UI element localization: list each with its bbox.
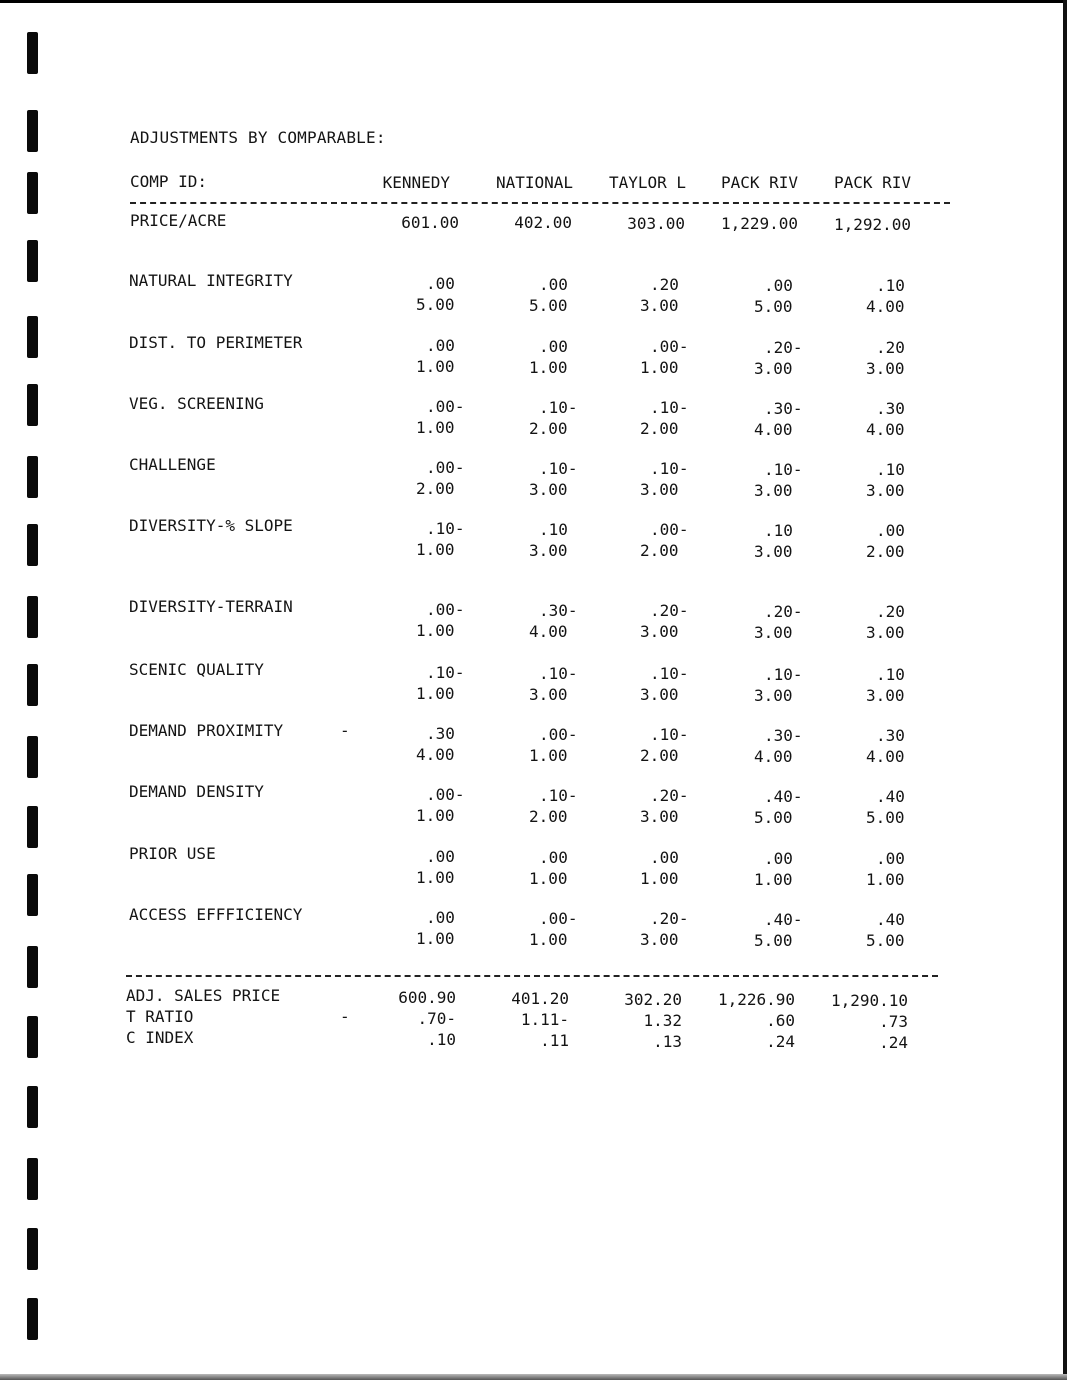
comp-id-label: COMP ID: [130, 172, 208, 191]
price-kennedy: 601.00 [401, 213, 459, 232]
score-value: 4.00 [754, 419, 793, 439]
cell-kennedy [416, 518, 496, 560]
row-label: PRIOR USE [129, 844, 216, 863]
row-label: DIVERSITY-% SLOPE [129, 516, 293, 535]
adjustment-value: .30- [539, 600, 578, 620]
cell-packriv-1 [754, 909, 834, 951]
cell-national [529, 663, 609, 705]
cell-packriv-2 [866, 459, 946, 501]
score-value: 2.00 [640, 419, 679, 439]
score-value: 2.00 [640, 746, 679, 766]
row-label: DIVERSITY-TERRAIN [129, 597, 293, 616]
score-value: 1.00 [529, 929, 568, 949]
score-value: 3.00 [640, 685, 679, 705]
score-value: 5.00 [866, 931, 905, 951]
score-value: 3.00 [640, 480, 679, 500]
cell-packriv-2 [866, 601, 946, 643]
score-value: 5.00 [529, 295, 568, 315]
cell-packriv-1 [754, 398, 834, 440]
score-value: 2.00 [866, 542, 905, 562]
cell-kennedy [416, 599, 496, 641]
totals-value: 302.20 [624, 989, 682, 1009]
score-value: 4.00 [416, 745, 455, 764]
adjustment-value: .10- [539, 663, 578, 683]
adjustment-value: .00 [539, 274, 568, 294]
totals-value: .73 [879, 1012, 908, 1032]
adjustment-value: .10- [539, 458, 578, 478]
score-value: 4.00 [866, 297, 905, 317]
col-head-packriv-2: PACK RIV [833, 173, 911, 192]
cell-packriv-1 [754, 459, 834, 501]
adjustment-value: .00- [539, 724, 578, 744]
adjustment-value: .20 [876, 338, 905, 358]
adjustment-value: .10- [650, 459, 689, 479]
cell-packriv-1 [754, 786, 834, 828]
adjustment-value: .10- [764, 664, 803, 684]
cell-packriv-2 [866, 664, 946, 706]
adjustment-value: .00- [426, 600, 465, 619]
cell-packriv-2 [866, 275, 946, 317]
score-value: 2.00 [529, 806, 568, 826]
cell-kennedy [416, 457, 496, 499]
adjustment-value: .10 [876, 665, 905, 685]
adjustment-value: .10- [650, 664, 689, 684]
score-value: 3.00 [640, 296, 679, 316]
adjustment-value: .10- [539, 785, 578, 805]
adjustment-value: .00 [764, 848, 793, 868]
row-label: CHALLENGE [129, 455, 216, 474]
adjustment-value: .00- [650, 337, 689, 357]
totals-minus-marker: - [340, 1007, 350, 1026]
totals-value: .60 [766, 1011, 795, 1031]
adjustment-value: .20- [650, 601, 689, 621]
adjustment-value: .10- [650, 725, 689, 745]
score-value: 1.00 [529, 357, 568, 377]
adjustment-value: .10 [764, 520, 793, 540]
price-packriv-2: 1,292.00 [833, 215, 911, 234]
score-value: 4.00 [866, 420, 905, 440]
cell-packriv-1 [754, 337, 834, 379]
totals-value: 1.11- [520, 1009, 569, 1029]
row-label: NATURAL INTEGRITY [129, 271, 293, 290]
cell-packriv-2 [866, 909, 946, 951]
score-value: 3.00 [866, 686, 905, 706]
score-value: 1.00 [416, 357, 455, 376]
cell-taylor [640, 600, 720, 642]
adjustment-value: .00- [426, 785, 465, 804]
adjustment-value: .00 [426, 274, 455, 293]
adjustment-value: .10 [539, 519, 568, 539]
score-value: 3.00 [754, 622, 793, 642]
cell-national [529, 724, 609, 766]
totals-value: 600.90 [398, 988, 456, 1007]
adjustment-value: .00 [764, 275, 793, 295]
score-value: 3.00 [754, 358, 793, 378]
score-value: 1.00 [416, 540, 455, 559]
adjustment-value: .00- [426, 458, 465, 477]
adjustment-value: .40 [876, 787, 905, 807]
row-label: SCENIC QUALITY [129, 660, 264, 679]
adjustment-value: .00 [426, 908, 455, 927]
adjustment-value: .20- [764, 601, 803, 621]
adjustment-value: .20 [650, 275, 679, 295]
score-value: 2.00 [640, 541, 679, 561]
adjustment-value: .10- [539, 397, 578, 417]
score-value: 4.00 [754, 746, 793, 766]
adjustment-value: .00 [650, 848, 679, 868]
score-value: 1.00 [416, 929, 455, 948]
cell-national [529, 336, 609, 378]
adjustment-value: .10 [876, 460, 905, 480]
totals-label: ADJ. SALES PRICE [126, 986, 281, 1005]
row-label: DEMAND DENSITY [129, 782, 264, 801]
col-head-national: NATIONAL [495, 173, 573, 192]
score-value: 5.00 [754, 930, 793, 950]
cell-national [529, 908, 609, 950]
score-value: 1.00 [416, 868, 455, 887]
totals-value: 1.32 [643, 1010, 682, 1030]
adjustment-value: .00- [650, 520, 689, 540]
cell-packriv-1 [754, 664, 834, 706]
cell-taylor [640, 397, 720, 439]
score-value: 1.00 [416, 418, 455, 437]
adjustment-value: .40- [764, 786, 803, 806]
totals-value: .24 [766, 1032, 795, 1052]
score-value: 1.00 [640, 869, 679, 889]
cell-taylor [640, 908, 720, 950]
score-value: 1.00 [529, 745, 568, 765]
col-head-kennedy: KENNEDY [382, 173, 450, 192]
page-title: ADJUSTMENTS BY COMPARABLE: [130, 128, 386, 147]
adjustment-value: .30- [764, 398, 803, 418]
score-value: 4.00 [866, 747, 905, 767]
cell-packriv-1 [754, 725, 834, 767]
cell-taylor [640, 336, 720, 378]
adjustment-value: .30 [426, 724, 455, 743]
score-value: 1.00 [754, 869, 793, 889]
price-row-label: PRICE/ACRE [130, 211, 227, 230]
cell-taylor [640, 847, 720, 889]
totals-label: C INDEX [126, 1028, 194, 1047]
totals-value: .10 [427, 1030, 456, 1049]
cell-packriv-1 [754, 848, 834, 890]
cell-kennedy [416, 273, 496, 315]
score-value: 1.00 [529, 868, 568, 888]
cell-kennedy [416, 662, 496, 704]
totals-value: 401.20 [511, 988, 569, 1008]
price-taylor: 303.00 [627, 214, 685, 233]
score-value: 3.00 [754, 480, 793, 500]
cell-national [529, 397, 609, 439]
adjustment-value: .00- [539, 908, 578, 928]
score-value: 1.00 [416, 684, 455, 703]
adjustment-value: .00 [426, 336, 455, 355]
cell-packriv-2 [866, 786, 946, 828]
totals-value: 1,226.90 [717, 990, 795, 1010]
adjustment-value: .20- [650, 786, 689, 806]
cell-packriv-2 [866, 398, 946, 440]
adjustment-value: .00 [539, 336, 568, 356]
score-value: 5.00 [754, 296, 793, 316]
totals-value: .70- [417, 1009, 456, 1028]
cell-packriv-1 [754, 275, 834, 317]
score-value: 5.00 [754, 807, 793, 827]
score-value: 3.00 [640, 930, 679, 950]
cell-taylor [640, 458, 720, 500]
score-value: 3.00 [754, 685, 793, 705]
adjustment-value: .10- [426, 663, 465, 682]
cell-national [529, 519, 609, 561]
row-label: DIST. TO PERIMETER [129, 333, 303, 352]
adjustment-value: .00- [426, 397, 465, 416]
cell-kennedy [416, 335, 496, 377]
score-value: 5.00 [416, 295, 455, 314]
cell-kennedy [416, 846, 496, 888]
cell-national [529, 274, 609, 316]
adjustment-value: .00 [539, 847, 568, 867]
adjustment-value: .20- [650, 909, 689, 929]
col-head-packriv-1: PACK RIV [720, 173, 798, 192]
adjustment-value: .30 [876, 726, 905, 746]
adjustment-value: .10- [426, 519, 465, 538]
col-head-taylor: TAYLOR L [608, 173, 686, 192]
adjustment-value: .10 [876, 276, 905, 296]
score-value: 3.00 [866, 359, 905, 379]
score-value: 3.00 [866, 481, 905, 501]
cell-kennedy [416, 723, 496, 765]
cell-taylor [640, 274, 720, 316]
score-value: 3.00 [529, 540, 568, 560]
score-value: 1.00 [866, 870, 905, 890]
score-value: 3.00 [866, 623, 905, 643]
cell-kennedy [416, 396, 496, 438]
cell-packriv-1 [754, 601, 834, 643]
score-value: 3.00 [754, 541, 793, 561]
price-national: 402.00 [514, 213, 572, 232]
cell-taylor [640, 785, 720, 827]
totals-value: .11 [540, 1030, 569, 1050]
totals-label: T RATIO [126, 1007, 194, 1026]
cell-national [529, 785, 609, 827]
header-divider [130, 202, 950, 204]
score-value: 3.00 [529, 684, 568, 704]
cell-packriv-2 [866, 337, 946, 379]
totals-value: 1,290.10 [830, 991, 908, 1011]
score-value: 2.00 [416, 479, 455, 498]
cell-packriv-1 [754, 520, 834, 562]
score-value: 1.00 [416, 621, 455, 640]
cell-national [529, 847, 609, 889]
cell-taylor [640, 519, 720, 561]
adjustment-value: .20- [764, 337, 803, 357]
score-value: 3.00 [640, 807, 679, 827]
score-value: 1.00 [640, 358, 679, 378]
adjustment-value: .10- [650, 398, 689, 418]
cell-taylor [640, 663, 720, 705]
adjustment-value: .00 [876, 521, 905, 541]
totals-value: .13 [653, 1031, 682, 1051]
price-packriv-1: 1,229.00 [720, 214, 798, 233]
cell-kennedy [416, 907, 496, 949]
row-minus-marker: - [340, 721, 350, 740]
score-value: 5.00 [866, 808, 905, 828]
adjustment-value: .30 [876, 399, 905, 419]
score-value: 1.00 [416, 806, 455, 825]
cell-packriv-2 [866, 848, 946, 890]
score-value: 2.00 [529, 418, 568, 438]
cell-packriv-2 [866, 520, 946, 562]
adjustment-value: .40- [764, 909, 803, 929]
totals-value: .24 [879, 1033, 908, 1053]
cell-kennedy [416, 784, 496, 826]
row-label: DEMAND PROXIMITY [129, 721, 284, 740]
cell-national [529, 600, 609, 642]
score-value: 3.00 [529, 479, 568, 499]
row-label: VEG. SCREENING [129, 394, 264, 413]
cell-packriv-2 [866, 725, 946, 767]
cell-taylor [640, 724, 720, 766]
adjustment-value: .40 [876, 910, 905, 930]
score-value: 4.00 [529, 621, 568, 641]
totals-divider [126, 975, 938, 977]
cell-national [529, 458, 609, 500]
score-value: 3.00 [640, 622, 679, 642]
adjustment-value: .10- [764, 459, 803, 479]
adjustment-value: .00 [426, 847, 455, 866]
adjustment-value: .30- [764, 725, 803, 745]
adjustment-value: .20 [876, 602, 905, 622]
adjustment-value: .00 [876, 849, 905, 869]
row-label: ACCESS EFFFICIENCY [129, 905, 303, 924]
